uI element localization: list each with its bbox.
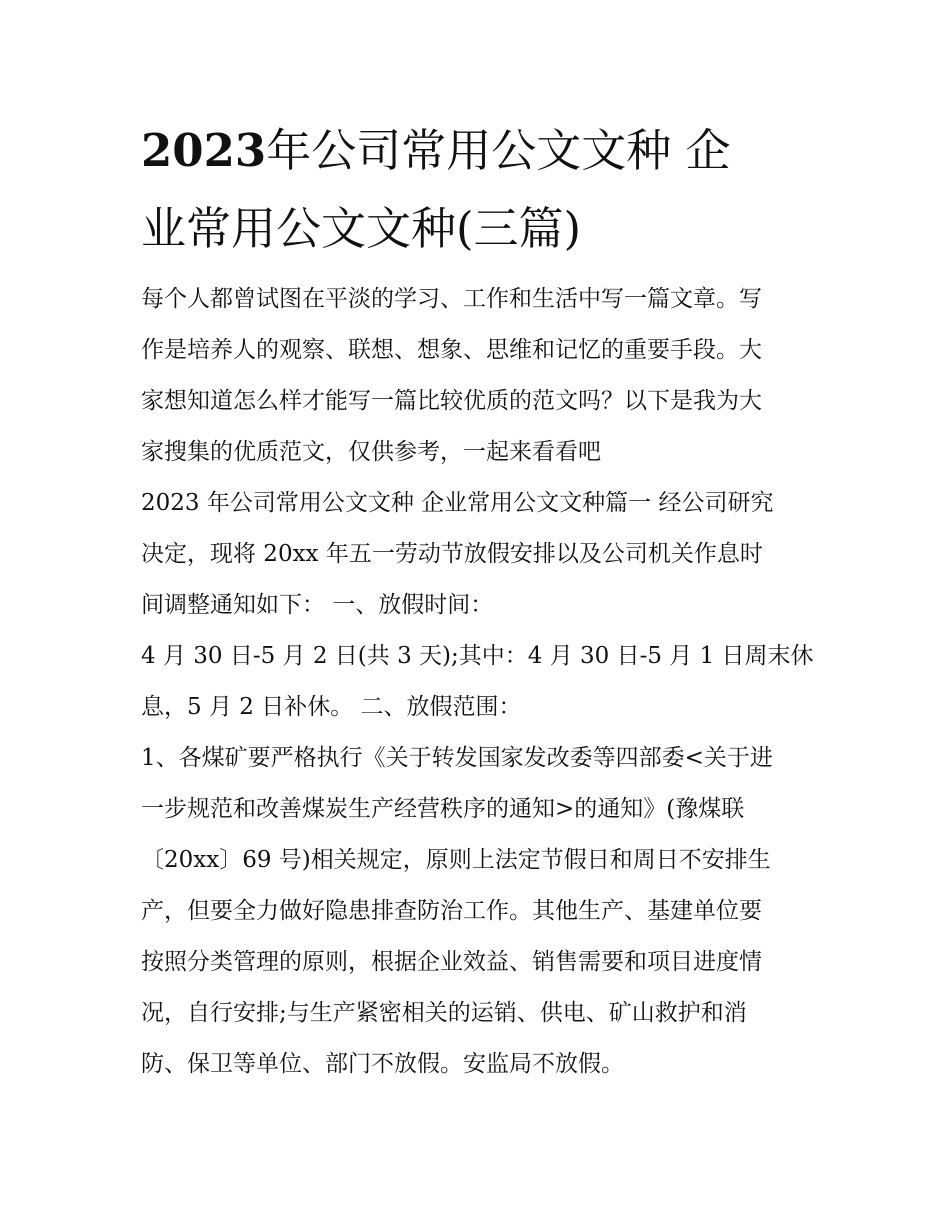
paragraph-line: 间调整通知如下： 一、放假时间： <box>141 592 494 618</box>
paragraph-line: 〔20xx〕69 号)相关规定，原则上法定节假日和周日不安排生 <box>141 847 771 873</box>
paragraph-line: 息，5 月 2 日补休。 二、放假范围： <box>141 694 522 720</box>
notice-paragraph <box>141 478 813 631</box>
paragraph-line: 作是培养人的观察、联想、想象、思维和记忆的重要手段。大 <box>141 337 762 363</box>
paragraph-line: 防、保卫等单位、部门不放假。安监局不放假。 <box>141 1051 624 1077</box>
paragraph-line: 按照分类管理的原则，根据企业效益、销售需要和项目进度情 <box>141 949 762 975</box>
document-body <box>141 112 813 1090</box>
holiday-time-paragraph <box>141 631 813 733</box>
title-line-2: 业常用公文文种(三篇) <box>141 202 582 255</box>
paragraph-line: 1、各煤矿要严格执行《关于转发国家发改委等四部委<关于进 <box>141 745 773 771</box>
title-line-1-text: 年公司常用公文文种 企 <box>266 124 731 177</box>
paragraph-line: 况，自行安排;与生产紧密相关的运销、供电、矿山救护和消 <box>141 1000 747 1026</box>
paragraph-line: 决定，现将 20xx 年五一劳动节放假安排以及公司机关作息时 <box>141 541 763 567</box>
intro-paragraph <box>141 274 813 478</box>
paragraph-line: 产，但要全力做好隐患排查防治工作。其他生产、基建单位要 <box>141 898 762 924</box>
paragraph-line: 2023 年公司常用公文文种 企业常用公文文种篇一 经公司研究 <box>141 490 774 516</box>
paragraph-line: 每个人都曾试图在平淡的学习、工作和生活中写一篇文章。写 <box>141 286 762 312</box>
title-line-1 <box>141 112 813 190</box>
paragraph-line: 一步规范和改善煤炭生产经营秩序的通知>的通知》(豫煤联 <box>141 796 745 822</box>
document-title <box>141 112 813 268</box>
title-year: 2023 <box>141 124 267 177</box>
paragraph-line: 家搜集的优质范文，仅供参考，一起来看看吧 <box>141 439 601 465</box>
paragraph-line: 4 月 30 日-5 月 2 日(共 3 天);其中：4 月 30 日-5 月 1 日周末休 <box>141 643 814 669</box>
paragraph-line: 家想知道怎么样才能写一篇比较优质的范文吗？以下是我为大 <box>141 388 762 414</box>
holiday-scope-paragraph <box>141 733 813 1090</box>
